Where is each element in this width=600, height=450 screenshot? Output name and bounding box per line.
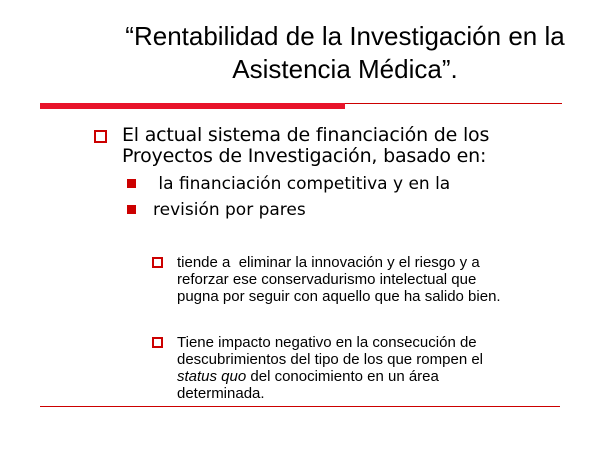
bottom-rule (40, 406, 560, 407)
title-line-1: “Rentabilidad de la Investigación en la (125, 21, 565, 51)
sub-bullet-2 (125, 200, 565, 221)
detail-2-line4: determinada. (177, 385, 265, 402)
hollow-square-icon (152, 337, 163, 348)
slide-title (90, 20, 600, 86)
title-rule-thin (345, 103, 562, 104)
detail-1-line2: reforzar ese conservadurismo intelectual que (177, 271, 477, 288)
detail-1-line1: tiende a eliminar la innovación y el riesgo y a (177, 254, 480, 271)
solid-square-icon (127, 205, 136, 214)
detail-bullet-1 (152, 254, 592, 305)
detail-2-line1: Tiene impacto negativo en la consecución de (177, 334, 477, 351)
sub-bullet-1-text: la financiación competitiva y en la (153, 174, 451, 194)
bullet-level1-line1: El actual sistema de financiación de los (122, 124, 490, 146)
hollow-square-icon (152, 257, 163, 268)
detail-2-line2: descubrimientos del tipo de los que rompen el (177, 351, 484, 368)
detail-2-line3 (152, 368, 592, 385)
solid-square-icon (127, 179, 136, 188)
detail-2-line3-rest: del conocimiento en un área (246, 368, 439, 385)
status-quo-italic: status quo (177, 368, 247, 385)
bullet-level1-line2: Proyectos de Investigación, basado en: (122, 145, 487, 167)
detail-bullet-2 (152, 334, 592, 402)
sub-bullet-1 (125, 174, 565, 195)
title-rule-thick (40, 103, 345, 109)
bullet-level1 (92, 125, 562, 167)
title-line-2: Asistencia Médica”. (232, 54, 458, 84)
hollow-square-icon (94, 130, 107, 143)
sub-bullet-2-text: revisión por pares (153, 200, 306, 220)
detail-1-line3: pugna por seguir con aquello que ha salido bien. (177, 288, 501, 305)
